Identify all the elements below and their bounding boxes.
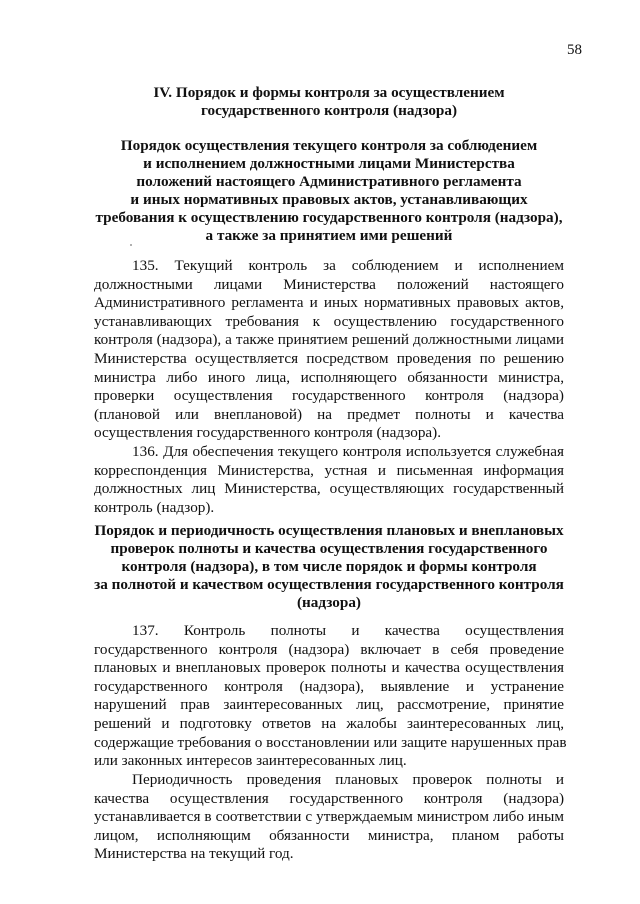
paragraph-line: качества осуществления государственного контроля (надзора) <box>94 789 564 807</box>
paragraph-137 <box>94 622 567 771</box>
paragraph-line: корреспонденция Министерства, устная и письменная информация <box>94 461 564 479</box>
section-heading-line: государственного контроля (надзора) <box>200 102 458 119</box>
paragraph-line: государственного контроля (надзора), выявление и устранение <box>94 677 564 695</box>
subheading-periodicity <box>92 522 566 612</box>
paragraph-line: содержащие требования о восстановлении или защите нарушенных прав <box>94 733 567 751</box>
paragraph-line: (плановой или внеплановой) на предмет полноты и качества <box>94 405 564 423</box>
subheading-line: (надзора) <box>297 594 361 611</box>
paragraph-line: 136. Для обеспечения текущего контроля используется служебная <box>132 443 564 460</box>
paragraph-line: или законных интересов заинтересованных лиц. <box>94 752 407 770</box>
subheading-line: положений настоящего Административного регламента <box>136 173 522 190</box>
paragraph-line: контроля (надзора), а также принятием решений должностными лицами <box>94 331 564 349</box>
paragraph-135 <box>94 257 564 443</box>
paragraph-line: Периодичность проведения плановых проверок полноты и <box>132 771 564 788</box>
paragraph-line: решений и подготовку ответов на жалобы заинтересованных лиц, <box>94 714 564 732</box>
subheading-line: требования к осуществлению государственного контроля (надзора), <box>95 209 563 226</box>
subheading-line: контроля (надзора), в том числе порядок и формы контроля <box>121 558 537 575</box>
section-heading <box>92 84 566 120</box>
subheading-line: и иных нормативных правовых актов, устанавливающих <box>130 191 528 208</box>
paragraph-line: проверки осуществления государственного контроля (надзора) <box>94 387 564 405</box>
paragraph-line: нарушений прав заинтересованных лиц, рассмотрение, принятие <box>94 696 564 714</box>
paragraph-line: Министерства осуществляется посредством проведения по решению <box>94 349 564 367</box>
paragraph-line: контроль (надзор). <box>94 498 215 516</box>
paragraph-line: устанавливается в соответствии с утверждаемым министром либо иным <box>94 808 564 826</box>
paragraph-line: Министерства на текущий год. <box>94 845 294 863</box>
subheading-line: Порядок осуществления текущего контроля за соблюдением <box>120 137 538 154</box>
subheading-line: проверок полноты и качества осуществления государственного <box>110 540 548 557</box>
paragraph-periodicity <box>94 771 564 864</box>
scan-dot <box>130 244 132 246</box>
paragraph-line: государственного контроля (надзора) включает в себя проведение <box>94 640 564 658</box>
subheading-line: за полнотой и качеством осуществления государственного контроля <box>94 576 564 593</box>
subheading-line: а также за принятием ими решений <box>205 227 453 244</box>
paragraph-line: должностными лицами Министерства положений настоящего <box>94 275 564 293</box>
paragraph-line: министра либо иного лица, исполняющего обязанности министра, <box>94 368 564 386</box>
paragraph-136 <box>94 443 564 517</box>
paragraph-line: 137. Контроль полноты и качества осуществления <box>132 622 564 639</box>
section-heading-line: IV. Порядок и формы контроля за осуществлением <box>153 84 505 101</box>
subheading-line: Порядок и периодичность осуществления плановых и внеплановых <box>94 522 564 539</box>
paragraph-line: плановых и внеплановых проверок полноты и качества осуществления <box>94 659 564 677</box>
paragraph-line: лицом, исполняющим обязанности министра, планом работы <box>94 826 564 844</box>
paragraph-line: должностных лиц Министерства, осуществляющих государственный <box>94 480 564 498</box>
paragraph-line: Административного регламента и иных нормативных правовых актов, <box>94 294 564 312</box>
paragraph-line: осуществления государственного контроля (надзора). <box>94 424 442 442</box>
paragraph-line: устанавливающих требования к осуществлению государственного <box>94 312 564 330</box>
paragraph-line: 135. Текущий контроль за соблюдением и исполнением <box>132 257 564 274</box>
subheading-current-control <box>92 137 566 245</box>
page-number: 58 <box>567 42 582 58</box>
subheading-line: и исполнением должностными лицами Министерства <box>143 155 515 172</box>
